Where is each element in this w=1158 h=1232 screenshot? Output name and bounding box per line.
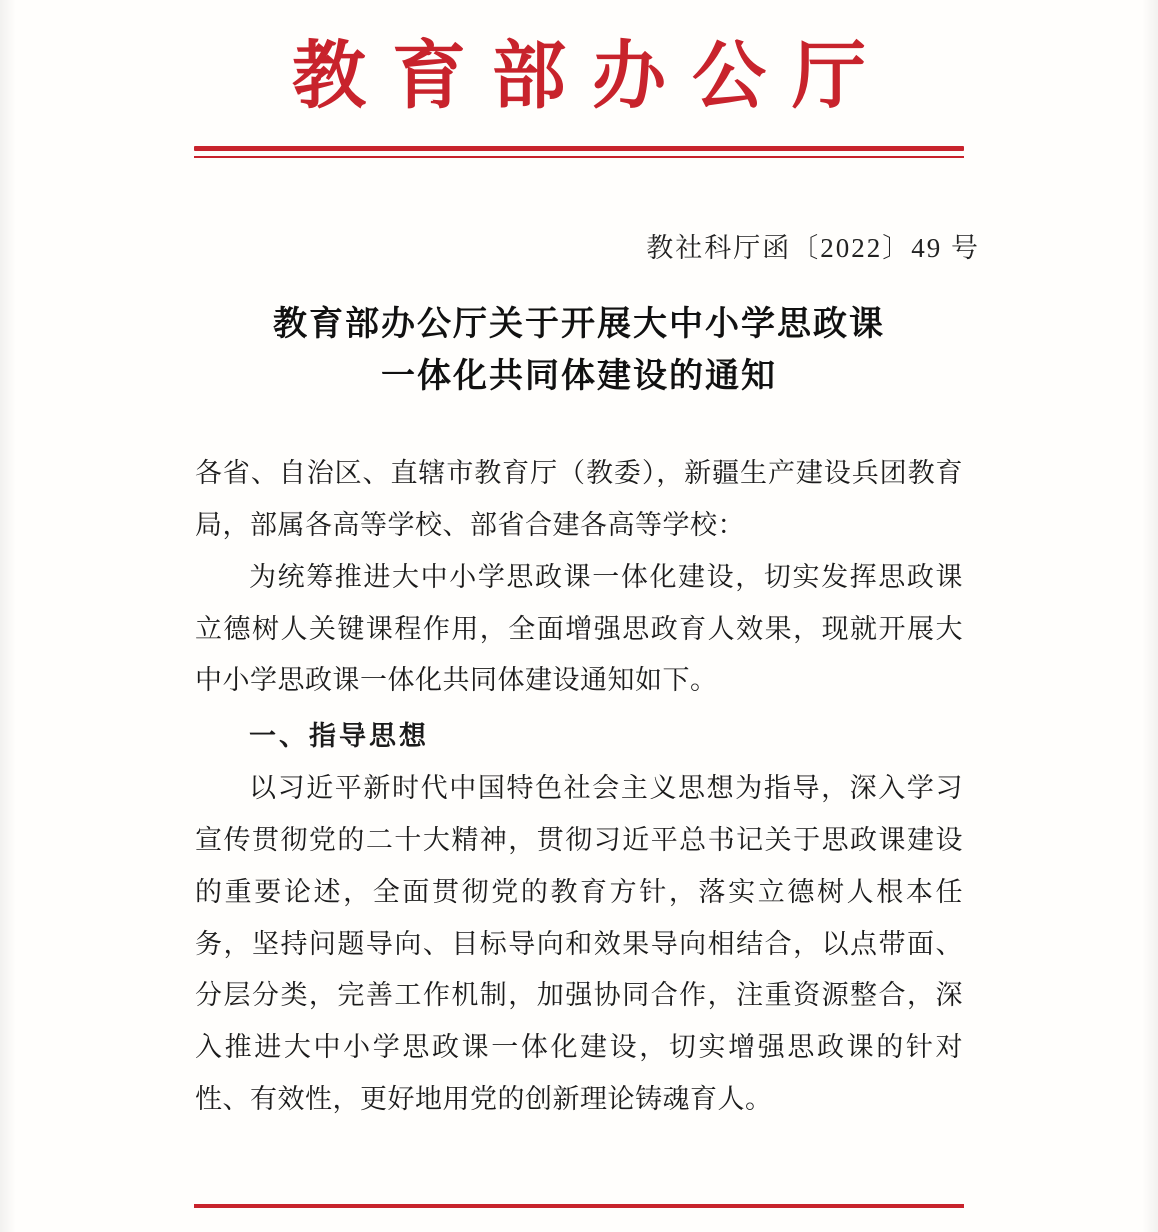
section-body-1: 以习近平新时代中国特色社会主义思想为指导，深入学习宣传贯彻党的二十大精神，贯彻习近平总书记关于思政课建设的重要论述，全面贯彻党的教育方针，落实立德树人根本任务，坚持问题导向、目标导向和效果导向相结合，以点带面、分层分类，完善工作机制，加强协同合作，注重资源整合，深入推进大中小学思政课一体化建设，切实增强思政课的针对性、有效性，更好地用党的创新理论铸魂育人。: [195, 773, 963, 1114]
document-title: [0, 299, 1158, 404]
masthead-rule-thick: [194, 146, 964, 151]
masthead: [0, 0, 1158, 158]
footer-rule-wrap: [0, 1204, 1158, 1208]
document-title-line-2: 一体化共同体建设的通知: [381, 358, 777, 396]
page-edge-shadow-left: [0, 0, 16, 1232]
footer-rule: [194, 1204, 964, 1208]
masthead-rule-thin: [194, 156, 964, 158]
document-number: 教社科厅函〔2022〕49 号: [646, 232, 980, 263]
section-heading-1: 一、指导思想: [249, 721, 429, 752]
page-edge-shadow-right: [1142, 0, 1158, 1232]
masthead-rules: [194, 146, 964, 158]
issuing-organization: 教育部办公厅: [292, 33, 892, 119]
recipients-paragraph: 各省、自治区、直辖市教育厅（教委），新疆生产建设兵团教育局，部属各高等学校、部省合建各高等学校：: [195, 458, 963, 540]
preamble-paragraph: 为统筹推进大中小学思政课一体化建设，切实发挥思政课立德树人关键课程作用，全面增强思政育人效果，现就开展大中小学思政课一体化共同体建设通知如下。: [195, 561, 963, 696]
document-body: [195, 448, 963, 1126]
document-title-line-1: 教育部办公厅关于开展大中小学思政课: [273, 305, 885, 343]
